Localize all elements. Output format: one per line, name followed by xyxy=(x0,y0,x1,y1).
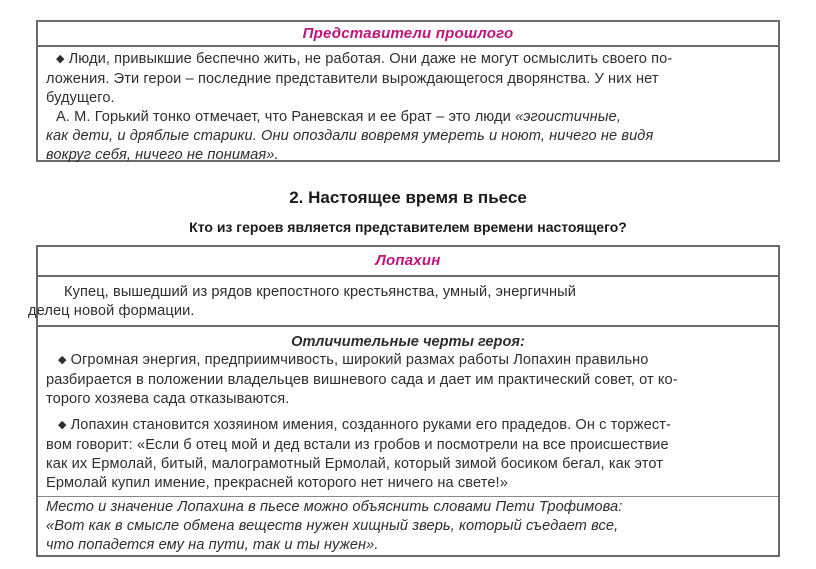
quote-line-3: что попадется ему на пути, так и ты нужен». xyxy=(46,537,379,553)
past-representatives-body xyxy=(38,47,778,165)
past-p1-line-1: Люди, привыкшие беспечно жить, не работая. Они даже не могут осмыслить своего по- xyxy=(68,51,673,67)
quote-paragraph xyxy=(38,498,778,555)
past-p2-line-1: А. М. Горький тонко отмечает, что Раневская и ее брат – это люди xyxy=(56,109,516,125)
trait1-line-3: торого хозяева сада отказываются. xyxy=(46,391,290,407)
trait-1 xyxy=(38,351,778,409)
past-paragraph-2 xyxy=(38,108,778,165)
lopakhin-intro xyxy=(28,277,778,323)
intro-line-2: делец новой формации. xyxy=(28,303,195,319)
lopakhin-traits xyxy=(38,327,778,493)
traits-heading: Отличительные черты героя: xyxy=(291,334,525,350)
section-title: 2. Настоящее время в пьесе xyxy=(289,188,527,207)
trait1-line-1: Огромная энергия, предприимчивость, широкий размах работы Лопахин правильно xyxy=(70,352,649,368)
past-representatives-box xyxy=(36,20,780,162)
past-representatives-header: Представители прошлого xyxy=(38,22,778,47)
past-p2-line-1-italic: «эгоистичные, xyxy=(515,109,621,125)
intro-paragraph xyxy=(28,283,778,321)
quote-line-1: Место и значение Лопахина в пьесе можно объяснить словами Пети Трофимова: xyxy=(46,499,623,515)
intro-line-1: Купец, вышедший из рядов крепостного крестьянства, умный, энергичный xyxy=(64,284,577,300)
trait2-line-1: Лопахин становится хозяином имения, созданного руками его прадедов. Он с торжест- xyxy=(70,417,671,433)
past-p2-line-3: вокруг себя, ничего не понимая». xyxy=(46,147,279,163)
trait2-line-4: Ермолай купил имение, прекрасней которого нет ничего на свете!» xyxy=(46,475,508,491)
past-paragraph-1 xyxy=(38,50,778,108)
lopakhin-header: Лопахин xyxy=(38,247,778,277)
diamond-bullet-icon: ◆ xyxy=(58,419,67,431)
past-p2-line-2: как дети, и дряблые старики. Они опоздали вовремя умереть и ноют, ничего не видя xyxy=(46,128,654,144)
trait-2 xyxy=(38,416,778,493)
past-p1-line-3: будущего. xyxy=(46,90,115,106)
trait2-line-2: вом говорит: «Если б отец мой и дед встали из гробов и посмотрели на все происшествие xyxy=(46,437,669,453)
diamond-bullet-icon: ◆ xyxy=(58,354,67,366)
section-question: Кто из героев является представителем времени настоящего? xyxy=(189,219,627,235)
trofimov-quote xyxy=(38,497,778,555)
past-p1-line-2: ложения. Эти герои – последние представители вырождающегося дворянства. У них нет xyxy=(46,71,659,87)
lopakhin-box xyxy=(28,245,780,557)
diamond-bullet-icon: ◆ xyxy=(56,53,65,65)
trait1-line-2: разбирается в положении владельцев вишневого сада и дает им практический совет, от ко- xyxy=(46,372,678,388)
trait2-line-3: как их Ермолай, битый, малограмотный Ермолай, который зимой босиком бегал, как этот xyxy=(46,456,664,472)
quote-line-2: «Вот как в смысле обмена веществ нужен хищный зверь, который съедает все, xyxy=(46,518,619,534)
